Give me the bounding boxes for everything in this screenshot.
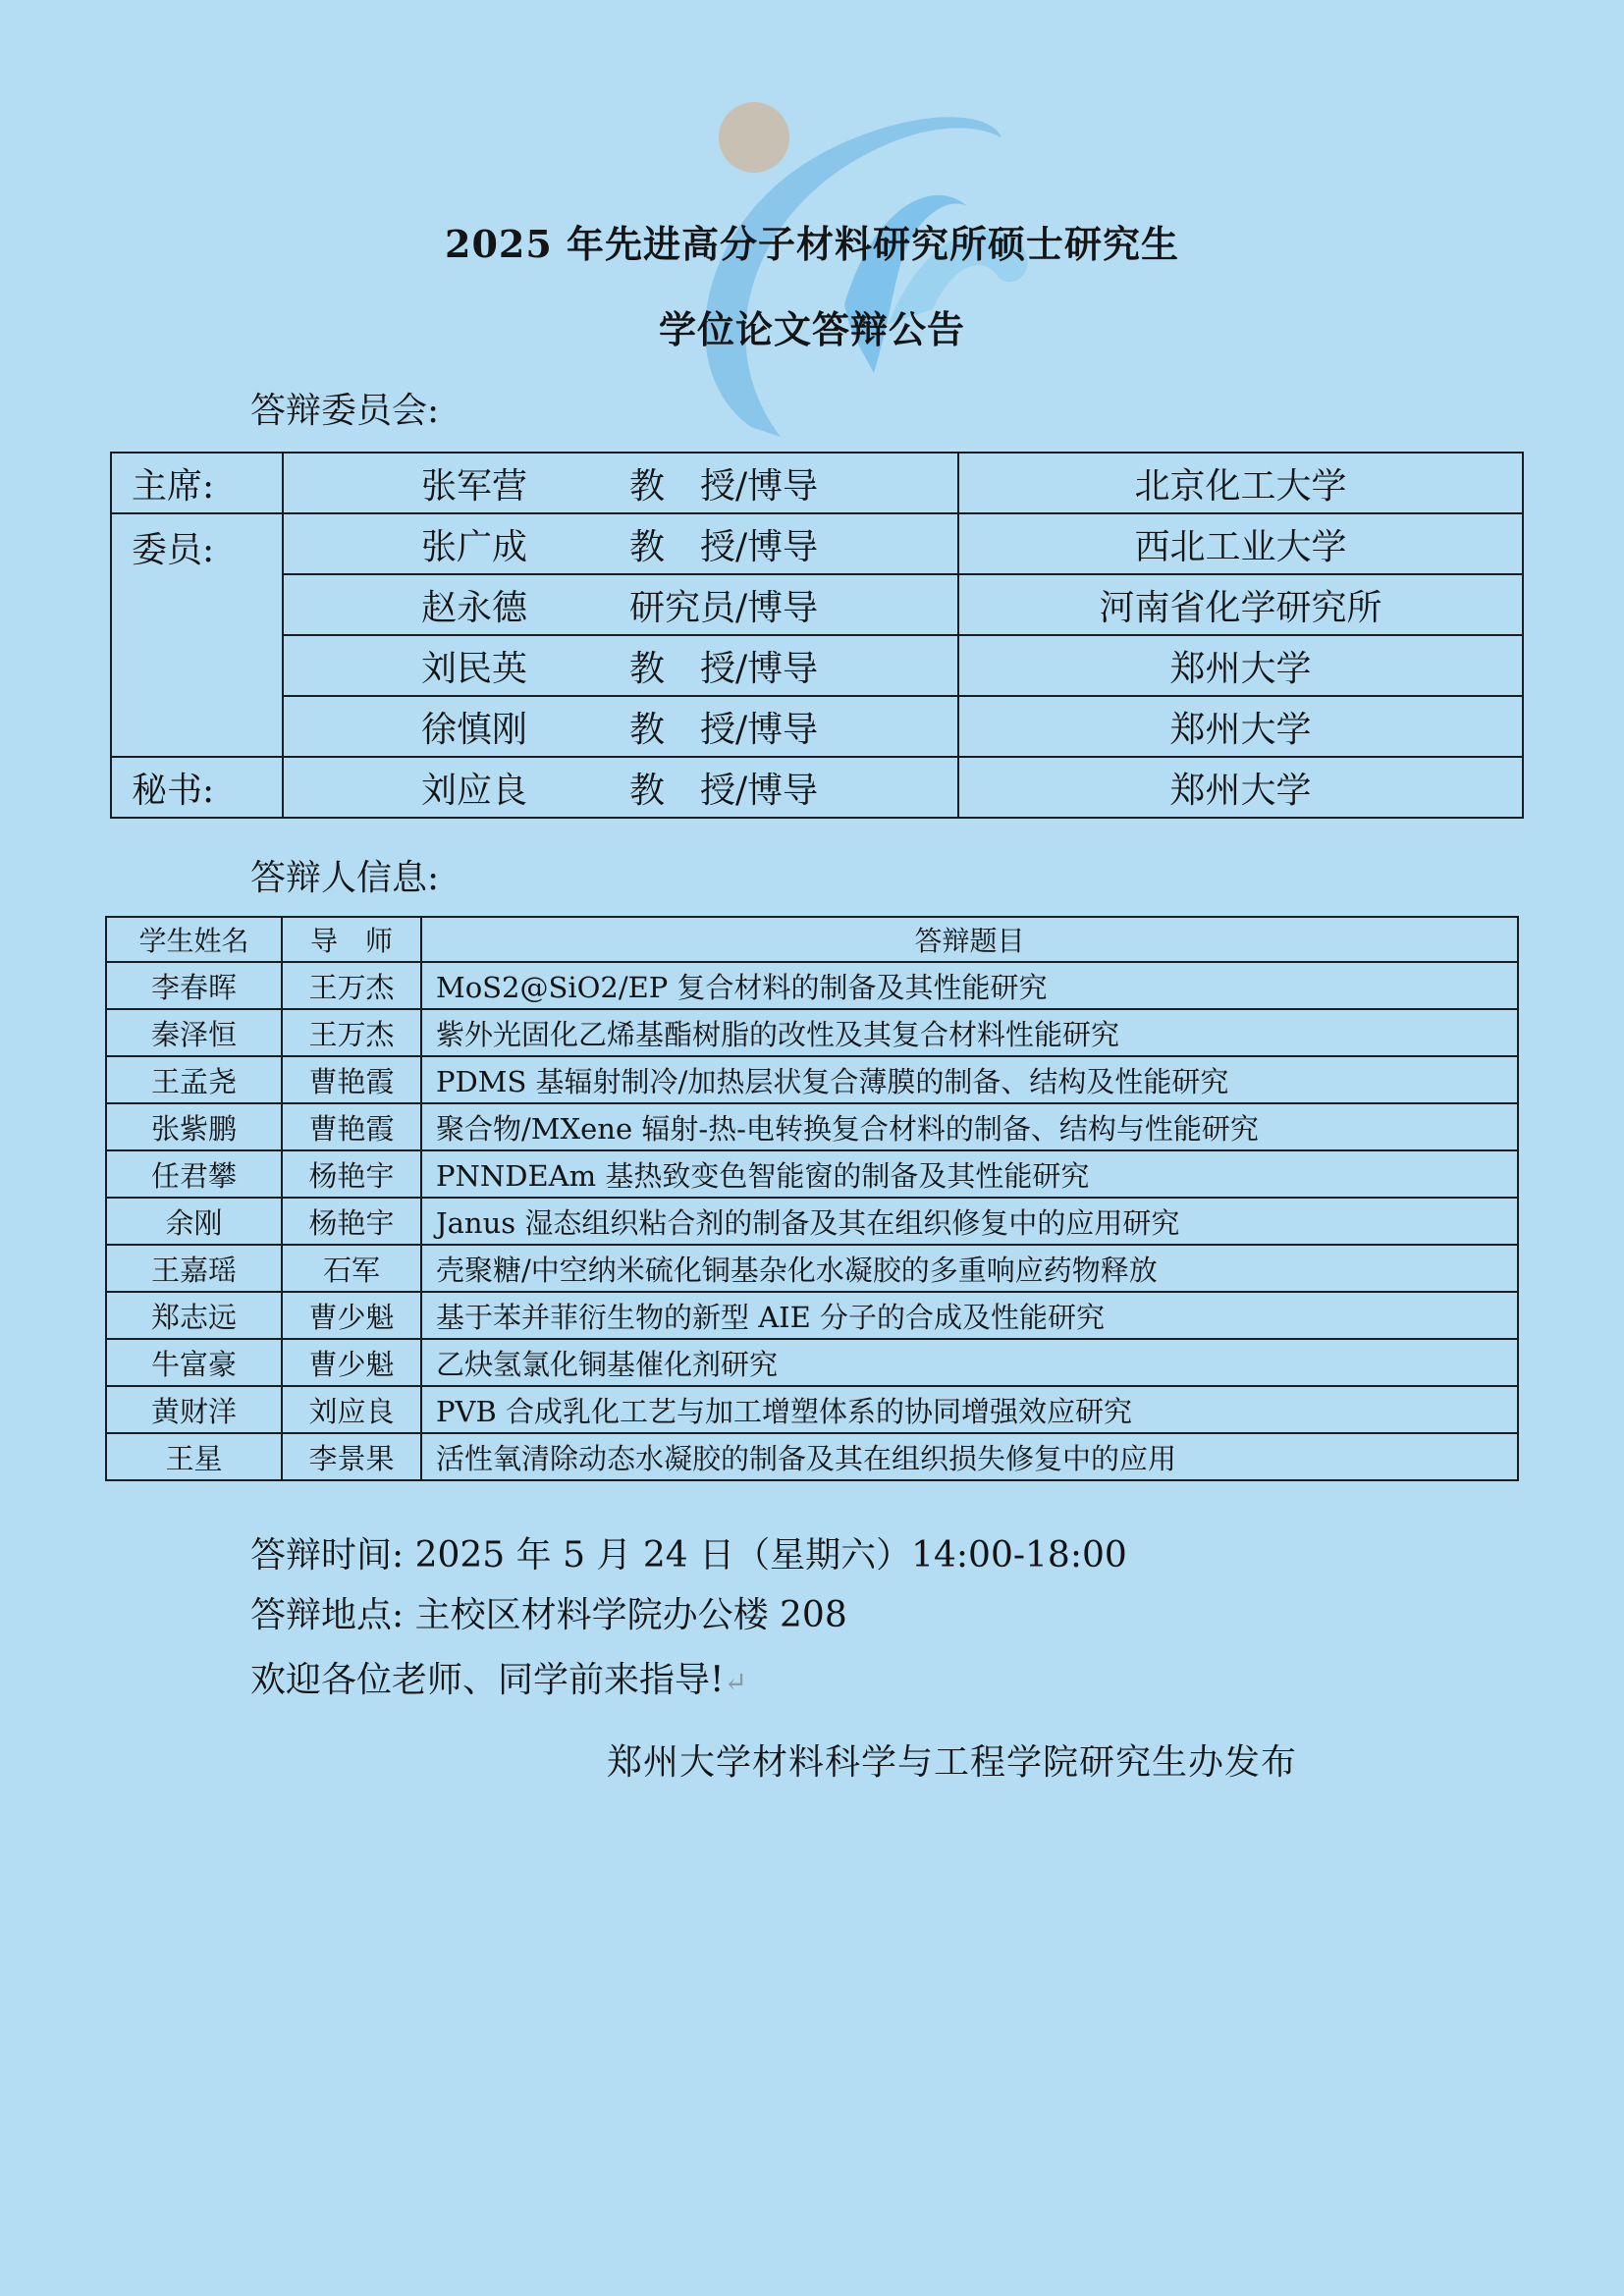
student-name: 秦泽恒 [106, 1009, 282, 1056]
advisor-name: 曹艳霞 [282, 1103, 421, 1150]
committee-row-member [111, 635, 1523, 696]
role-chair: 主席: [111, 453, 283, 513]
role-secretary: 秘书: [111, 757, 283, 818]
role-member: 委员: [111, 513, 283, 757]
table-row [106, 1339, 1518, 1386]
student-name: 黄财洋 [106, 1386, 282, 1433]
advisor-name: 杨艳宇 [282, 1198, 421, 1245]
student-name: 张紫鹏 [106, 1103, 282, 1150]
member-org: 郑州大学 [958, 696, 1523, 757]
member-name: 刘应良 [421, 770, 528, 811]
committee-label: 答辩委员会: [250, 391, 440, 431]
thesis-topic: 聚合物/MXene 辐射-热-电转换复合材料的制备、结构与性能研究 [421, 1103, 1518, 1150]
thesis-topic: 乙炔氢氯化铜基催化剂研究 [421, 1339, 1518, 1386]
announcement-title-line1: 2025 年先进高分子材料研究所硕士研究生 [445, 222, 1179, 266]
thesis-topic: PNNDEAm 基热致变色智能窗的制备及其性能研究 [421, 1150, 1518, 1198]
member-name: 赵永德 [421, 587, 528, 628]
publisher-line: 郑州大学材料科学与工程学院研究生办发布 [607, 1742, 1298, 1783]
header-student-name: 学生姓名 [106, 917, 282, 962]
header-topic: 答辩题目 [421, 917, 1518, 962]
member-title: 教 授/博导 [629, 709, 819, 750]
advisor-name: 曹艳霞 [282, 1056, 421, 1103]
committee-row-chair [111, 453, 1523, 513]
committee-table [110, 452, 1524, 819]
thesis-topic: 壳聚糖/中空纳米硫化铜基杂化水凝胶的多重响应药物释放 [421, 1245, 1518, 1292]
thesis-topic: Janus 湿态组织粘合剂的制备及其在组织修复中的应用研究 [421, 1198, 1518, 1245]
member-name: 张军营 [421, 465, 528, 507]
thesis-topic: PDMS 基辐射制冷/加热层状复合薄膜的制备、结构及性能研究 [421, 1056, 1518, 1103]
table-row [106, 1245, 1518, 1292]
advisor-name: 杨艳宇 [282, 1150, 421, 1198]
member-org: 北京化工大学 [958, 453, 1523, 513]
member-title: 教 授/博导 [629, 648, 819, 689]
table-header-row [106, 917, 1518, 962]
member-org: 西北工业大学 [958, 513, 1523, 574]
thesis-topic: PVB 合成乳化工艺与加工增塑体系的协同增强效应研究 [421, 1386, 1518, 1433]
advisor-name: 曹少魁 [282, 1292, 421, 1339]
member-org: 郑州大学 [958, 635, 1523, 696]
students-table [105, 916, 1519, 1481]
committee-row-secretary [111, 757, 1523, 818]
welcome-text [250, 1652, 747, 1702]
advisor-name: 李景果 [282, 1433, 421, 1480]
member-org: 郑州大学 [958, 757, 1523, 818]
member-org: 河南省化学研究所 [958, 574, 1523, 635]
defense-time: 答辩时间: 2025 年 5 月 24 日（星期六）14:00-18:00 [250, 1535, 1127, 1575]
table-row [106, 1056, 1518, 1103]
defense-place: 答辩地点: 主校区材料学院办公楼 208 [250, 1595, 847, 1635]
thesis-topic: 基于苯并菲衍生物的新型 AIE 分子的合成及性能研究 [421, 1292, 1518, 1339]
advisor-name: 王万杰 [282, 962, 421, 1009]
header-advisor: 导 师 [282, 917, 421, 962]
welcome-message: 欢迎各位老师、同学前来指导! [250, 1660, 725, 1700]
student-name: 王孟尧 [106, 1056, 282, 1103]
advisor-name: 石军 [282, 1245, 421, 1292]
member-title: 教 授/博导 [629, 770, 819, 811]
thesis-topic: 紫外光固化乙烯基酯树脂的改性及其复合材料性能研究 [421, 1009, 1518, 1056]
student-name: 李春晖 [106, 962, 282, 1009]
table-row [106, 1386, 1518, 1433]
table-row [106, 1009, 1518, 1056]
committee-row-member [111, 696, 1523, 757]
table-row [106, 1198, 1518, 1245]
member-name: 刘民英 [421, 648, 528, 689]
announcement-title-line2: 学位论文答辩公告 [658, 307, 965, 351]
advisor-name: 曹少魁 [282, 1339, 421, 1386]
students-label: 答辩人信息: [250, 858, 440, 898]
thesis-topic: MoS2@SiO2/EP 复合材料的制备及其性能研究 [421, 962, 1518, 1009]
table-row [106, 962, 1518, 1009]
table-row [106, 1103, 1518, 1150]
committee-row-member [111, 513, 1523, 574]
advisor-name: 王万杰 [282, 1009, 421, 1056]
member-title: 教 授/博导 [629, 526, 819, 567]
table-row [106, 1433, 1518, 1480]
student-name: 任君攀 [106, 1150, 282, 1198]
committee-row-member [111, 574, 1523, 635]
member-name: 徐慎刚 [421, 709, 528, 750]
student-name: 郑志远 [106, 1292, 282, 1339]
student-name: 王嘉瑶 [106, 1245, 282, 1292]
member-title: 教 授/博导 [629, 465, 819, 507]
student-name: 王星 [106, 1433, 282, 1480]
return-mark: ↵ [724, 1666, 747, 1698]
student-name: 余刚 [106, 1198, 282, 1245]
member-title: 研究员/博导 [629, 587, 819, 628]
table-row [106, 1150, 1518, 1198]
advisor-name: 刘应良 [282, 1386, 421, 1433]
member-name: 张广成 [421, 526, 528, 567]
table-row [106, 1292, 1518, 1339]
student-name: 牛富豪 [106, 1339, 282, 1386]
thesis-topic: 活性氧清除动态水凝胶的制备及其在组织损失修复中的应用 [421, 1433, 1518, 1480]
